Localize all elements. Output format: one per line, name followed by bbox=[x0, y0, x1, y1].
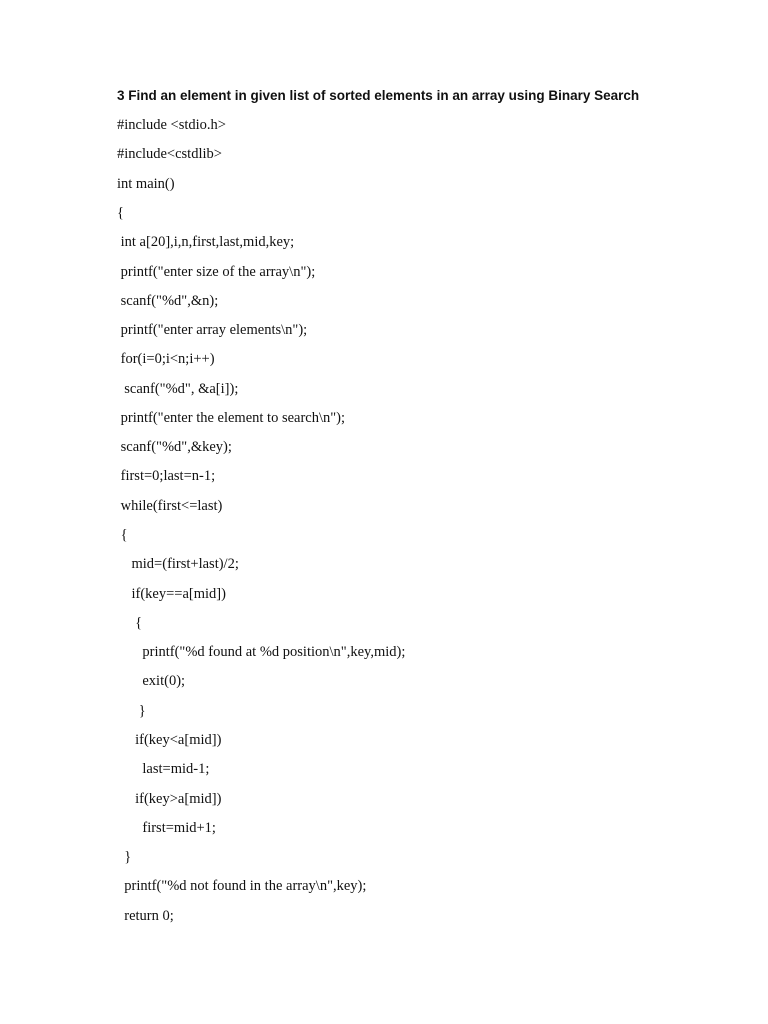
code-line: while(first<=last) bbox=[117, 498, 223, 514]
code-line: printf("%d not found in the array\n",key); bbox=[117, 878, 367, 894]
code-line: { bbox=[117, 527, 128, 543]
code-line: printf("enter the element to search\n"); bbox=[117, 410, 346, 426]
code-line: scanf("%d", &a[i]); bbox=[117, 381, 239, 397]
code-line: first=mid+1; bbox=[117, 820, 216, 836]
code-line: printf("enter array elements\n"); bbox=[117, 322, 308, 338]
code-line: last=mid-1; bbox=[117, 761, 210, 777]
section-heading: 3 Find an element in given list of sorted elements in an array using Binary Search bbox=[117, 88, 640, 103]
code-line: { bbox=[117, 615, 143, 631]
code-line: for(i=0;i<n;i++) bbox=[117, 351, 215, 367]
code-line: return 0; bbox=[117, 908, 174, 924]
code-line: printf("%d found at %d position\n",key,mid); bbox=[117, 644, 406, 660]
code-line: first=0;last=n-1; bbox=[117, 468, 216, 484]
code-line: int a[20],i,n,first,last,mid,key; bbox=[117, 234, 295, 250]
code-line: scanf("%d",&key); bbox=[117, 439, 232, 455]
code-line: int main() bbox=[117, 176, 175, 192]
code-line: if(key>a[mid]) bbox=[117, 791, 222, 807]
code-line: #include<cstdlib> bbox=[117, 146, 222, 162]
code-line: if(key==a[mid]) bbox=[117, 586, 226, 602]
code-line: } bbox=[117, 703, 146, 719]
code-line: { bbox=[117, 205, 124, 221]
code-line: if(key<a[mid]) bbox=[117, 732, 222, 748]
code-line: scanf("%d",&n); bbox=[117, 293, 219, 309]
code-line: #include <stdio.h> bbox=[117, 117, 226, 133]
code-line: exit(0); bbox=[117, 673, 186, 689]
code-line: printf("enter size of the array\n"); bbox=[117, 264, 316, 280]
code-line: } bbox=[117, 849, 132, 865]
code-line: mid=(first+last)/2; bbox=[117, 556, 239, 572]
